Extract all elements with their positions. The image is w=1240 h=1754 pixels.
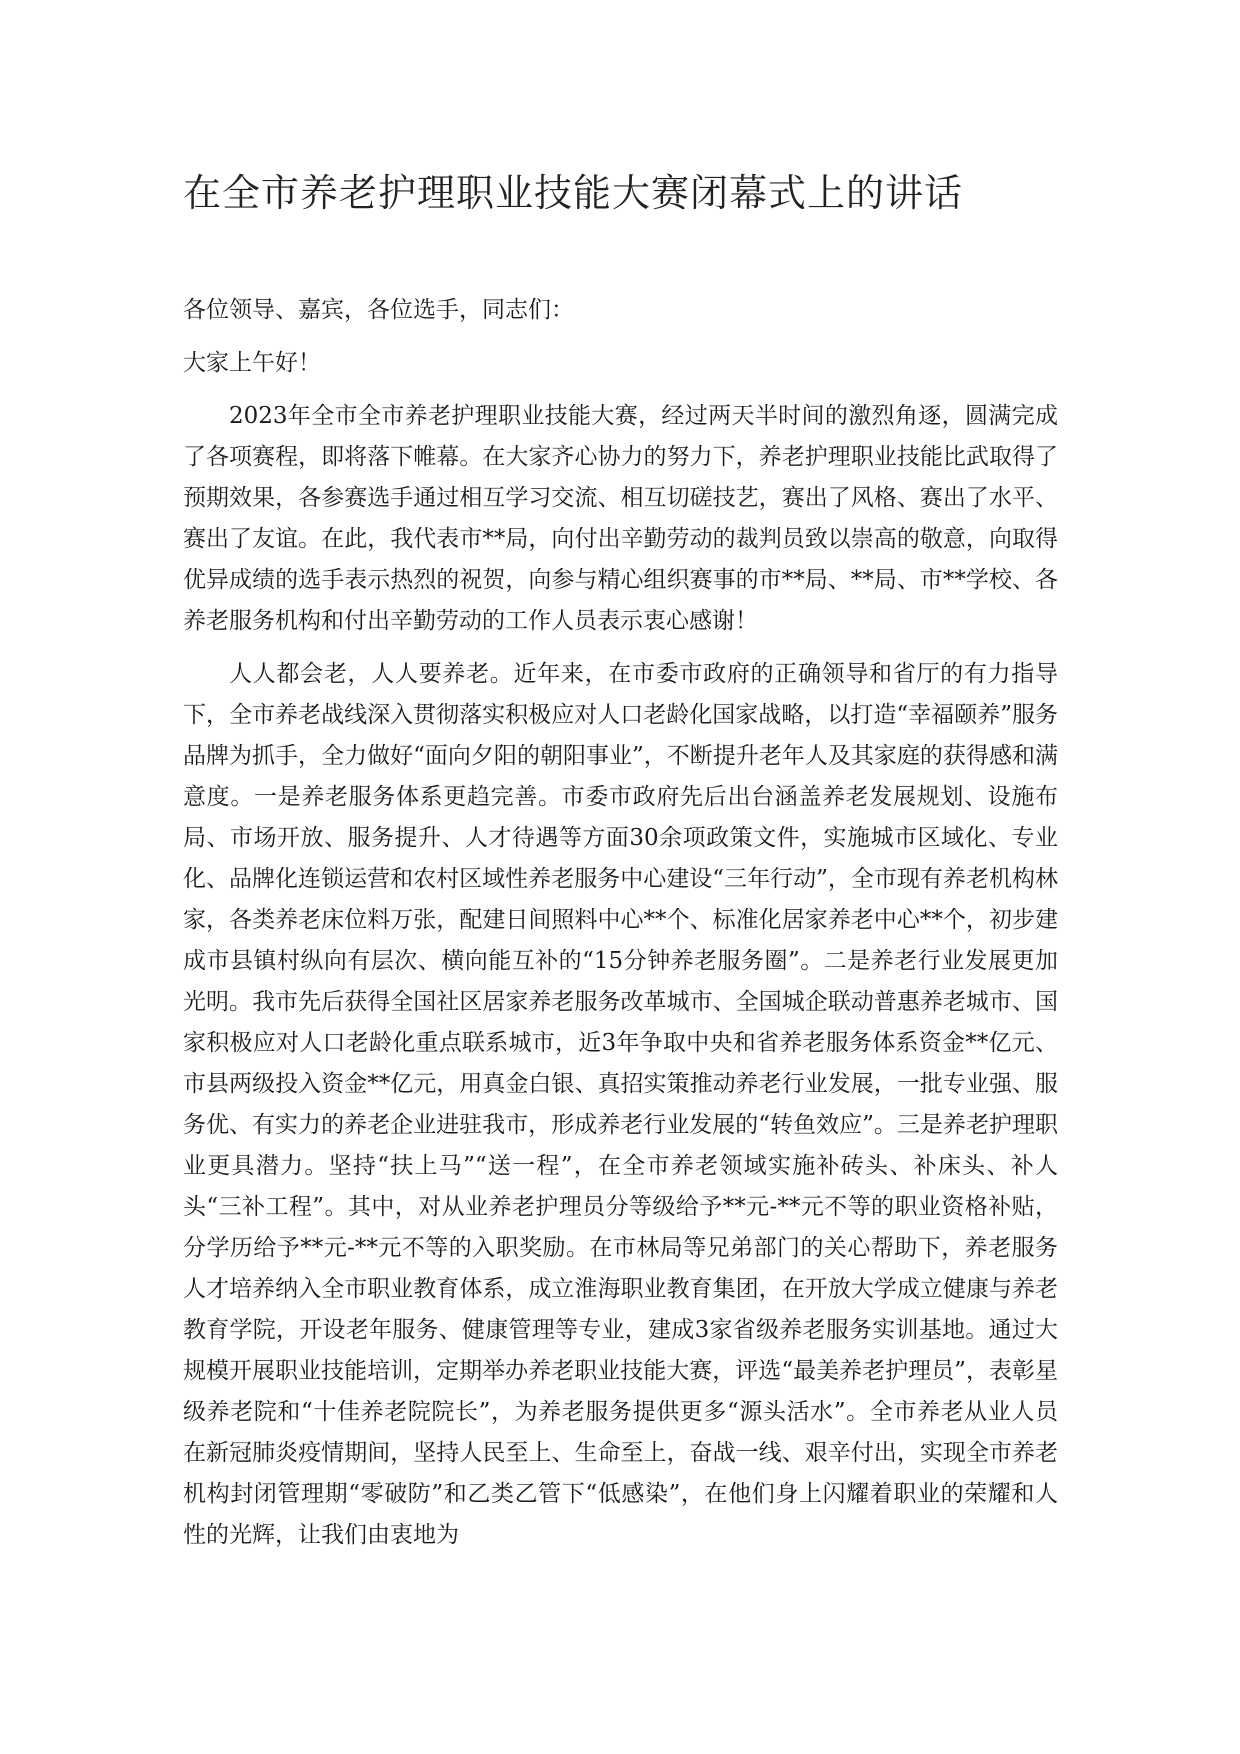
greeting: 大家上午好！: [183, 350, 321, 376]
document-title: 在全市养老护理职业技能大赛闭幕式上的讲话: [183, 171, 964, 215]
paragraph-achievements: 人人都会老，人人要养老。近年来，在市委市政府的正确领导和省厅的有力指导下，全市养老战线深入贯彻落实积极应对人口老龄化国家战略，以打造“幸福颐养”服务品牌为抓手，全力做好“面向夕阳的朝阳事业”，不断提升老年人及其家庭的获得感和满意度。一是养老服务体系更趋完善。市委市政府先后出台涵盖养老发展规划、设施布局、市场开放、服务提升、人才待遇等方面30余项政策文件，实施城市区域化、专业化、品牌化连锁运营和农村区域性养老服务中心建设“三年行动”，全市现有养老机构林家，各类养老床位料万张，配建日间照料中心**个、标准化居家养老中心**个，初步建成市县镇村纵向有层次、横向能互补的“15分钟养老服务圈”。二是养老行业发展更加光明。我市先后获得全国社区居家养老服务改革城市、全国城企联动普惠养老城市、国家积极应对人口老龄化重点联系城市，近3年争取中央和省养老服务体系资金**亿元、市县两级投入资金**亿元，用真金白银、真招实策推动养老行业发展，一批专业强、服务优、有实力的养老企业进驻我市，形成养老行业发展的“转鱼效应”。三是养老护理职业更具潜力。坚持“扶上马”“送一程”，在全市养老领域实施补砖头、补床头、补人头“三补工程”。其中，对从业养老护理员分等级给予**元-**元不等的职业资格补贴，分学历给予**元-**元不等的入职奖励。在市林局等兄弟部门的关心帮助下，养老服务人才培养纳入全市职业教育体系，成立淮海职业教育集团，在开放大学成立健康与养老教育学院，开设老年服务、健康管理等专业，建成3家省级养老服务实训基地。通过大规模开展职业技能培训，定期举办养老职业技能大赛，评选“最美养老护理员”，表彰星级养老院和“十佳养老院院长”，为养老服务提供更多“源头活水”。全市养老从业人员在新冠肺炎疫情期间，坚持人民至上、生命至上，奋战一线、艰辛付出，实现全市养老机构封闭管理期“零破防”和乙类乙管下“低感染”，在他们身上闪耀着职业的荣耀和人性的光辉，让我们由衷地为: [183, 661, 1058, 1548]
document-body: [183, 290, 1058, 1568]
salutation: 各位领导、嘉宾，各位选手，同志们：: [183, 297, 574, 323]
paragraph-opening: 2023年全市全市养老护理职业技能大赛，经过两天半时间的激烈角逐，圆满完成了各项赛程，即将落下帷幕。在大家齐心协力的努力下，养老护理职业技能比武取得了预期效果，各参赛选手通过相互学习交流、相互切磋技艺，赛出了风格、赛出了水平、赛出了友谊。在此，我代表市**局，向付出辛勤劳动的裁判员致以崇高的敬意，向取得优异成绩的选手表示热烈的祝贺，向参与精心组织赛事的市**局、**局、市**学校、各养老服务机构和付出辛勤劳动的工作人员表示衷心感谢！: [183, 403, 1058, 634]
